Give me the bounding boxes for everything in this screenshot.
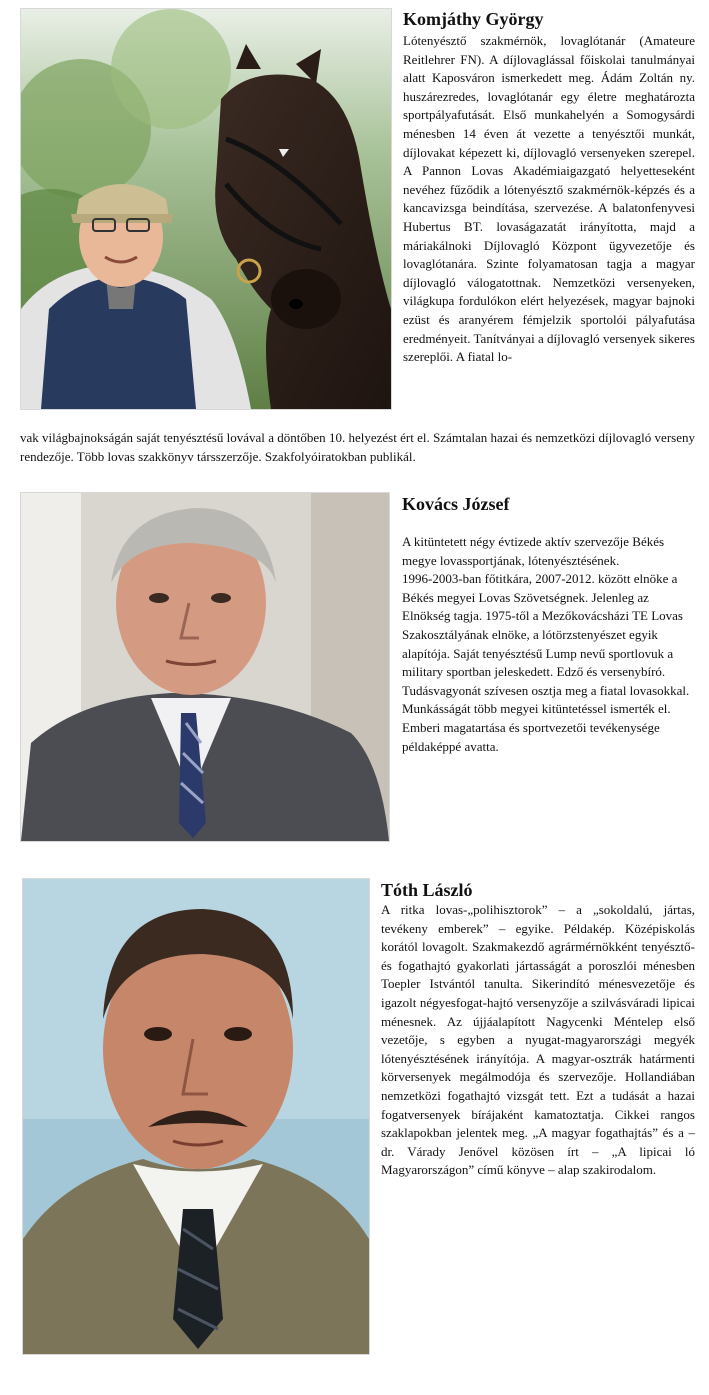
portrait-man-with-moustache-icon <box>23 879 369 1354</box>
portrait-photo <box>20 8 392 410</box>
person-name: Komjáthy György <box>403 9 544 29</box>
person-bio: A kitüntetett négy évtizede aktív szervezője Békés megye lovassportjának, lótenyésztésének. 1996-2003-ban főtitkára, 2007-2012. között elnöke a Békés megyei Lovas Szövetségnek. Jelenleg az Elnökség tagja. 1975-től a Mezőkovácsházi TE Lovas Szakosztályának elnöke, a lótörzstenyészet egyik alapítója. Saját tenyésztésű Lump nevű sportlovuk a military sportban jeleskedett. Edző és versenybíró. Tudásvagyonát szívesen osztja meg a fiatal lovasokkal. Munkásságát több megyei kitüntetéssel ismerték el. Emberi magatartása és sportvezetői tevékenysége példaképpé avatta. <box>402 534 690 754</box>
person-name: Tóth László <box>381 880 473 900</box>
person-bio: Lótenyésztő szakmérnök, lovaglótanár (Amateure Reitlehrer FN). A díjlovaglással főiskolai tanulmányai alatt Kaposváron ismerkedett meg. Ádám Zoltán ny. huszárezredes, lovaglótanár egy életre meghatározta sportpályafutását. Első munkahelyén a Somogysárdi ménesben 14 éven át vezette a tenyésztői munkát, díjlovakat képezett ki, díjlovagló versenyeken szerepel. A Pannon Lovas Akadémiaigazgató helyetteseként nevéhez fűződik a lótenyésztő szakmérnök-képzés és a kancavizsga beindítása, szervezése. A balatonfenyvesi Hubertus BT. lovaságazatát irányította, majd a máriakálnoki Díjlovagló Központ ügyvezetője és lovaglótanára. Szinte folyamatosan tagja a magyar díjlovagló válogatottnak. Nemzetközi versenyeken, világkupa fordulókon elért helyezések, magyar bajnoki ezüst és aranyérem fémjelzik sportolói pályafutása eredményeit. Tanítványai a díjlovagló versenyek sikeres szereplői. A fiatal lo- <box>403 33 695 365</box>
person-bio: A ritka lovas-„polihisztorok” – a „sokoldalú, jártas, tevékeny emberek” – egyike. Példakép. Középiskolás korától lovagolt. Szakmakezdő agrármérnökként tenyésztő- és fogathajtó gyakorlati jártasságát a poroszlói ménesben Toepler Istvántól tanulta. Sikerindító ménesvezetője és igazolt négyesfogat-hajtó versenyzője a szilvásváradi lipicai ménesnek. Az újjáalapított Nagycenki Méntelep első vezetője, s egyben a nyugat-magyarországi megyék lótenyésztésének irányítója. A magyar-osztrák határmenti körversenyek megálmodója és szervezője. Hollandiában nemzetközi fogathajtó vizsgát tett. Ezt a tudását a hazai fogatversenyek bírájaként kamatoztatja. Cikkei rangos szaklapokban jelentek meg. „A magyar fogathajtás” és a – dr. Várady Jenővel közösen írt – „A lipicai ló Magyarországon” című könyve – alap szakirodalom. <box>381 902 695 1178</box>
person-bio-continued: vak világbajnokságán saját tenyésztésű lovával a döntőben 10. helyezést ért el. Számtalan hazai és nemzetközi díjlovagló verseny rendezője. Több lovas szakkönyv társszerzője. Szakfolyóiratokban publikál. <box>20 430 695 464</box>
portrait-man-with-horse-icon <box>21 9 391 409</box>
portrait-photo <box>20 492 390 842</box>
portrait-older-man-in-suit-icon <box>21 493 389 841</box>
person-name: Kovács József <box>402 494 510 514</box>
portrait-photo <box>22 878 370 1355</box>
